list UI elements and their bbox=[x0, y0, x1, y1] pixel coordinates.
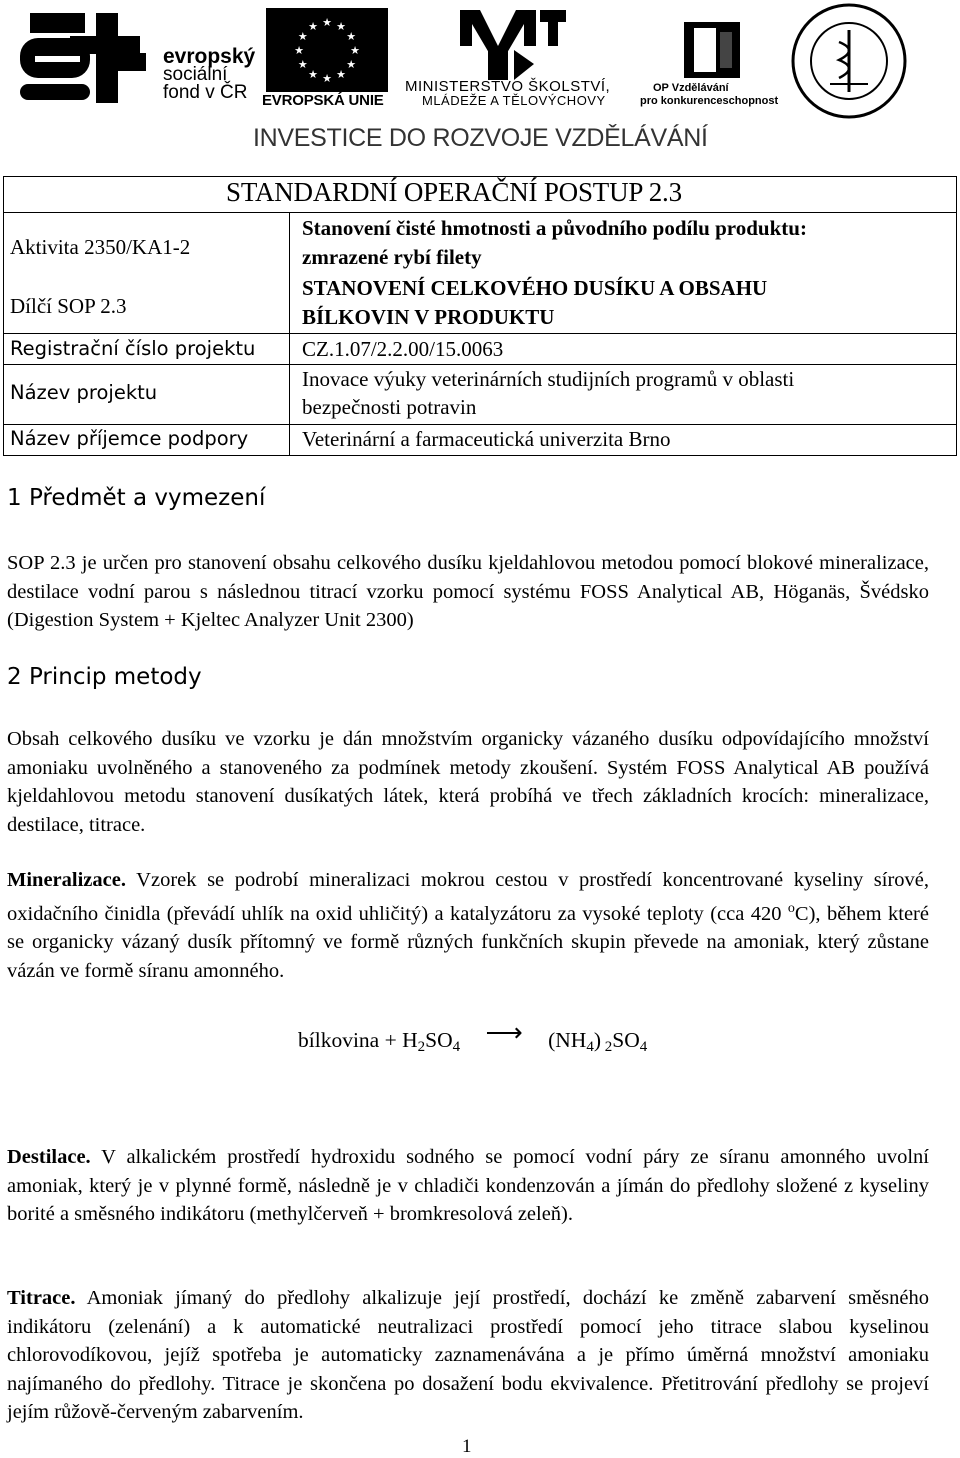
eu-star-icon: ★ bbox=[297, 31, 308, 43]
equation-sub-1: 2 bbox=[417, 1039, 426, 1055]
equation-right-3: SO bbox=[612, 1028, 640, 1052]
mineralizace-text-b: C), během které se organicky vázaný dusík přítomný ve formě různých funkčních skupin převede na amoniak, který zůstane vázán ve formě síranu amonného. bbox=[7, 902, 929, 982]
equation-sub-2: 4 bbox=[452, 1039, 461, 1055]
eu-star-icon: ★ bbox=[336, 69, 346, 82]
eu-star-icon: ★ bbox=[336, 20, 346, 33]
eu-star-icon: ★ bbox=[294, 45, 304, 57]
project-name-line-2: bezpečnosti potravin bbox=[302, 395, 477, 419]
equation-mid: SO bbox=[425, 1028, 453, 1052]
mineralizace-paragraph bbox=[7, 866, 929, 985]
equation-sub-4: 2 bbox=[601, 1039, 613, 1055]
page-number: 1 bbox=[462, 1436, 472, 1457]
project-name-line-1: Inovace výuky veterinárních studijních programů v oblasti bbox=[302, 367, 795, 391]
sop-title: STANDARDNÍ OPERAČNÍ POSTUP 2.3 bbox=[226, 177, 682, 207]
degree-mark: o bbox=[787, 900, 795, 916]
registration-value: CZ.1.07/2.2.00/15.0063 bbox=[302, 337, 504, 361]
mineralizace-text-a: Vzorek se podrobí mineralizaci mokrou cestou v prostředí koncentrované kyseliny sírové, oxidačního činidla (převádí uhlík na oxid uhličitý) a katalyzátoru za vysoké teploty (cca 420 bbox=[7, 869, 929, 925]
eu-star-icon: ★ bbox=[297, 59, 308, 71]
titrace-text: Amoniak jímaný do předlohy alkalizuje její prostředí, dochází ke změně zabarvení směsného indikátoru (zelenání) a k automatické neutralizaci prostředí pomocí jeho titrace slabou kyselinou chlorovodíkovou, jejíž spotřeba je automaticky zaznamenávána a je přímo úměrná množství amoniaku najímaného do předlohy. Titrace je skončena po dosažení bodu ekvivalence. Přetitrování předlohy se projeví jejím růžově-červeným zabarvením. bbox=[7, 1287, 929, 1424]
eu-star-icon: ★ bbox=[308, 20, 318, 33]
eu-star-icon: ★ bbox=[322, 17, 332, 29]
recipient-label: Název příjemce podpory bbox=[10, 427, 249, 450]
eu-label: EVROPSKÁ UNIE bbox=[262, 92, 384, 109]
mineralizace-label: Mineralizace. bbox=[7, 869, 126, 891]
aktivita-value-line-1: Stanovení čisté hmotnosti a původního podílu produktu: bbox=[302, 216, 807, 240]
aktivita-value-line-2: zmrazené rybí filety bbox=[302, 245, 482, 269]
equation-right-1: (NH bbox=[548, 1028, 587, 1052]
table-divider bbox=[4, 212, 956, 213]
op-vzdelavani-logo-icon bbox=[680, 18, 744, 82]
eu-star-icon: ★ bbox=[322, 73, 332, 85]
destilace-text: V alkalickém prostředí hydroxidu sodného se pomocí vodní páry ze síranu amonného uvolní amoniak, který je v plynné formě, následně je v chladiči kondenzován a jímán do předlohy složené z kyseliny borité a směsného indikátoru (methylčerveň + bromkresolová zeleň). bbox=[7, 1146, 929, 1226]
eu-star-icon: ★ bbox=[346, 31, 357, 43]
aktivita-label: Aktivita 2350/KA1-2 bbox=[10, 235, 191, 259]
destilace-label: Destilace. bbox=[7, 1146, 91, 1168]
eu-star-icon: ★ bbox=[308, 69, 318, 82]
table-divider bbox=[4, 333, 956, 334]
dilci-value-line-1: STANOVENÍ CELKOVÉHO DUSÍKU A OBSAHU bbox=[302, 276, 768, 300]
msmt-logo-icon bbox=[458, 6, 568, 84]
dilci-value-line-2: BÍLKOVIN V PRODUKTU bbox=[302, 305, 555, 329]
eu-star-icon: ★ bbox=[350, 45, 360, 57]
msmt-line-2: MLÁDEŽE A TĚLOVÝCHOVY bbox=[422, 93, 606, 108]
section-2-heading: 2 Princip metody bbox=[7, 664, 202, 690]
reaction-equation bbox=[298, 1018, 648, 1055]
table-divider bbox=[4, 424, 956, 425]
destilace-paragraph bbox=[7, 1143, 929, 1229]
esf-line-3: fond v ČR bbox=[163, 82, 248, 103]
equation-left: bílkovina + H bbox=[298, 1028, 418, 1052]
investment-slogan: INVESTICE DO ROZVOJE VZDĚLÁVÁNÍ bbox=[253, 124, 708, 152]
equation-sub-5: 4 bbox=[639, 1039, 648, 1055]
project-name-label: Název projektu bbox=[10, 381, 158, 404]
university-seal-icon bbox=[790, 2, 908, 120]
table-divider bbox=[4, 364, 956, 365]
sop-info-table bbox=[3, 176, 957, 456]
titrace-paragraph bbox=[7, 1284, 929, 1427]
esf-logo-text bbox=[163, 45, 256, 103]
titrace-label: Titrace. bbox=[7, 1287, 76, 1309]
table-divider bbox=[289, 212, 290, 456]
op-line-1: OP Vzdělávání bbox=[653, 82, 729, 94]
esf-logo-icon bbox=[10, 8, 150, 108]
op-line-2: pro konkurenceschopnost bbox=[640, 95, 779, 107]
esf-line-1: evropský bbox=[163, 45, 256, 68]
recipient-value: Veterinární a farmaceutická univerzita Brno bbox=[302, 427, 671, 451]
dilci-sop-label: Dílčí SOP 2.3 bbox=[10, 294, 127, 318]
section-1-heading: 1 Předmět a vymezení bbox=[7, 485, 266, 511]
reaction-arrow-icon: ⟶ bbox=[485, 1018, 523, 1047]
esf-line-2: sociální bbox=[163, 64, 228, 85]
section-1-text: SOP 2.3 je určen pro stanovení obsahu celkového dusíku kjeldahlovou metodou pomocí blokové mineralizace, destilace vodní parou s následnou titrací vzorku pomocí systému FOSS Analytical AB, Höganäs, Švédsko (Digestion System + Kjeltec Analyzer Unit 2300) bbox=[7, 552, 929, 632]
registration-label: Registrační číslo projektu bbox=[10, 337, 256, 360]
equation-right-2: ) bbox=[593, 1028, 601, 1052]
equation-sub-3: 4 bbox=[586, 1039, 594, 1055]
section-2-text: Obsah celkového dusíku ve vzorku je dán množstvím organicky vázaného dusíku odpovídajícího množství amoniaku uvolněného a stanoveného za podmínek metody zkoušení. Systém FOSS Analytical AB používá kjeldahlovou metodu stanovení dusíkatých látek, která probíhá ve třech základních krocích: mineralizace, destilace, titrace. bbox=[7, 728, 929, 836]
msmt-line-1: MINISTERSTVO ŠKOLSTVÍ, bbox=[405, 78, 611, 95]
eu-star-icon: ★ bbox=[346, 59, 357, 71]
eu-flag-icon bbox=[266, 8, 388, 92]
